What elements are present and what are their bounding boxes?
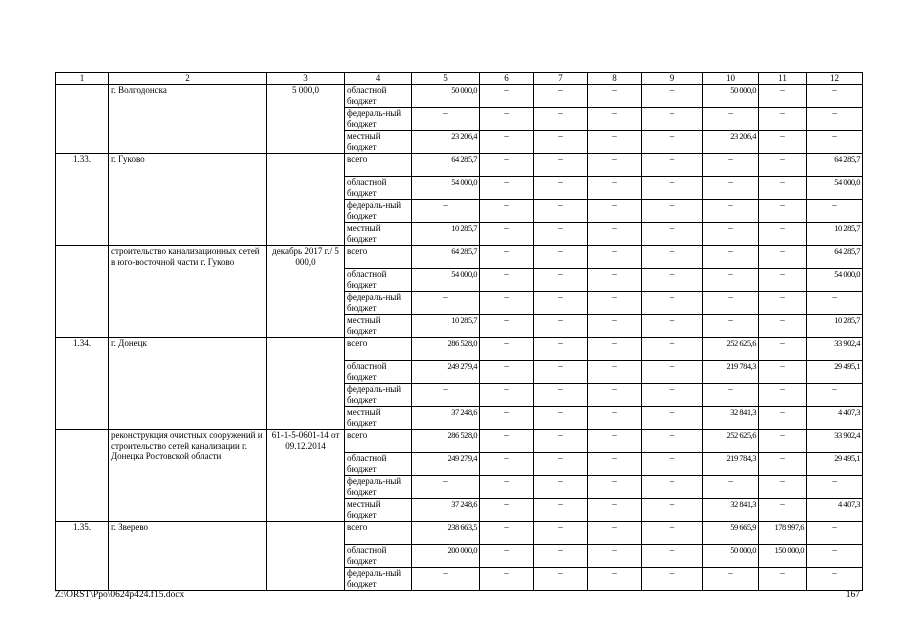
value-cell: – (642, 223, 703, 246)
value-cell: 150 000,0 (759, 545, 807, 568)
value-cell: – (759, 430, 807, 453)
value-cell: – (588, 108, 642, 131)
value-cell: – (759, 407, 807, 430)
value-cell: – (642, 154, 703, 177)
budget-source: местный бюджет (345, 315, 412, 338)
value-cell: – (703, 269, 759, 292)
item-index: 1.34. (56, 338, 109, 430)
value-cell: – (534, 430, 588, 453)
value-cell: – (642, 338, 703, 361)
value-cell: – (534, 338, 588, 361)
value-cell: – (588, 292, 642, 315)
budget-source: всего (345, 154, 412, 177)
value-cell: 10 285,7 (807, 315, 863, 338)
value-cell: – (703, 315, 759, 338)
value-cell: – (588, 499, 642, 522)
value-cell: – (534, 223, 588, 246)
value-cell: – (480, 292, 534, 315)
value-cell: 219 784,3 (703, 361, 759, 384)
value-cell: 10 285,7 (807, 223, 863, 246)
value-cell: – (759, 499, 807, 522)
value-cell: – (807, 292, 863, 315)
value-cell: – (534, 476, 588, 499)
budget-source: всего (345, 522, 412, 545)
value-cell: – (480, 85, 534, 108)
item-code (267, 522, 345, 591)
value-cell: – (534, 177, 588, 200)
value-cell: 10 285,7 (412, 315, 480, 338)
item-index (56, 246, 109, 338)
value-cell: – (807, 85, 863, 108)
value-cell: 219 784,3 (703, 453, 759, 476)
value-cell: – (642, 430, 703, 453)
value-cell: – (759, 177, 807, 200)
budget-source: областной бюджет (345, 177, 412, 200)
header-row (56, 73, 863, 85)
col-header: 5 (412, 73, 480, 85)
value-cell: – (588, 453, 642, 476)
value-cell: 37 248,6 (412, 499, 480, 522)
value-cell: – (588, 545, 642, 568)
value-cell: – (534, 131, 588, 154)
value-cell: 33 902,4 (807, 430, 863, 453)
value-cell: – (703, 154, 759, 177)
value-cell: – (759, 568, 807, 591)
budget-source: федераль-ный бюджет (345, 384, 412, 407)
value-cell: – (807, 108, 863, 131)
value-cell: 37 248,6 (412, 407, 480, 430)
value-cell: – (642, 131, 703, 154)
value-cell: – (759, 223, 807, 246)
value-cell: – (480, 430, 534, 453)
value-cell: – (534, 407, 588, 430)
budget-source: федераль-ный бюджет (345, 292, 412, 315)
value-cell: – (807, 568, 863, 591)
value-cell: – (412, 292, 480, 315)
item-name: г. Гуково (109, 154, 267, 246)
budget-source: всего (345, 430, 412, 453)
value-cell: – (642, 522, 703, 545)
item-code: 5 000,0 (267, 85, 345, 154)
value-cell: 178 997,6 (759, 522, 807, 545)
col-header: 2 (109, 73, 267, 85)
item-code (267, 154, 345, 246)
value-cell: – (480, 499, 534, 522)
value-cell: 32 841,3 (703, 407, 759, 430)
budget-source: федераль-ный бюджет (345, 476, 412, 499)
value-cell: – (642, 407, 703, 430)
value-cell: 4 407,3 (807, 407, 863, 430)
value-cell: – (412, 384, 480, 407)
value-cell: – (480, 108, 534, 131)
value-cell: – (588, 246, 642, 269)
value-cell: 286 528,0 (412, 338, 480, 361)
value-cell: – (642, 269, 703, 292)
value-cell: – (588, 522, 642, 545)
item-code: 61-1-5-0601-14 от 09.12.2014 (267, 430, 345, 522)
value-cell: – (642, 384, 703, 407)
value-cell: – (807, 384, 863, 407)
value-cell: 252 625,6 (703, 338, 759, 361)
value-cell: – (588, 154, 642, 177)
value-cell: – (759, 476, 807, 499)
value-cell: – (480, 200, 534, 223)
value-cell: – (534, 200, 588, 223)
value-cell: 238 663,5 (412, 522, 480, 545)
value-cell: 252 625,6 (703, 430, 759, 453)
budget-source: местный бюджет (345, 223, 412, 246)
value-cell: 54 000,0 (807, 269, 863, 292)
value-cell: 10 285,7 (412, 223, 480, 246)
value-cell: – (759, 154, 807, 177)
value-cell: 50 000,0 (703, 545, 759, 568)
item-name: реконструкция очистных сооружений и строительство сетей канализации г. Донецка Ростовской области (109, 430, 267, 522)
value-cell: – (759, 361, 807, 384)
value-cell: – (480, 177, 534, 200)
table-row (56, 246, 863, 269)
value-cell: – (588, 269, 642, 292)
budget-source: местный бюджет (345, 131, 412, 154)
value-cell: – (642, 85, 703, 108)
value-cell: – (703, 108, 759, 131)
value-cell: – (480, 453, 534, 476)
value-cell: – (534, 568, 588, 591)
value-cell: – (588, 200, 642, 223)
value-cell: 33 902,4 (807, 338, 863, 361)
value-cell: – (642, 568, 703, 591)
value-cell: 29 495,1 (807, 453, 863, 476)
col-header: 4 (345, 73, 412, 85)
value-cell: – (534, 154, 588, 177)
value-cell: 64 285,7 (412, 246, 480, 269)
value-cell: – (759, 200, 807, 223)
value-cell: 54 000,0 (807, 177, 863, 200)
value-cell: – (588, 338, 642, 361)
value-cell: 54 000,0 (412, 177, 480, 200)
value-cell: – (642, 476, 703, 499)
value-cell: 64 285,7 (412, 154, 480, 177)
item-name: строительство канализационных сетей в юго-восточной части г. Гуково (109, 246, 267, 338)
value-cell: – (588, 476, 642, 499)
budget-source: областной бюджет (345, 361, 412, 384)
value-cell: – (588, 131, 642, 154)
value-cell: – (534, 269, 588, 292)
value-cell: – (588, 384, 642, 407)
value-cell: 249 279,4 (412, 361, 480, 384)
value-cell: – (534, 522, 588, 545)
item-index: 1.35. (56, 522, 109, 591)
budget-source: местный бюджет (345, 499, 412, 522)
value-cell: – (534, 499, 588, 522)
value-cell: – (412, 476, 480, 499)
value-cell: – (703, 568, 759, 591)
value-cell: – (588, 430, 642, 453)
item-name: г. Зверево (109, 522, 267, 591)
value-cell: – (642, 453, 703, 476)
value-cell: – (759, 453, 807, 476)
value-cell: – (703, 476, 759, 499)
value-cell: – (480, 384, 534, 407)
col-header: 7 (534, 73, 588, 85)
value-cell: – (642, 292, 703, 315)
value-cell: – (588, 315, 642, 338)
value-cell: 50 000,0 (412, 85, 480, 108)
budget-source: федераль-ный бюджет (345, 108, 412, 131)
value-cell: – (588, 361, 642, 384)
value-cell: – (703, 200, 759, 223)
table-row (56, 85, 863, 108)
value-cell: – (480, 131, 534, 154)
col-header: 11 (759, 73, 807, 85)
item-index: 1.33. (56, 154, 109, 246)
value-cell: – (480, 154, 534, 177)
value-cell: – (703, 223, 759, 246)
table-body (56, 73, 863, 591)
page-number: 167 (845, 590, 860, 600)
item-index (56, 430, 109, 522)
value-cell: – (588, 568, 642, 591)
value-cell: – (588, 85, 642, 108)
value-cell: 23 206,4 (703, 131, 759, 154)
table-row (56, 430, 863, 453)
value-cell: – (534, 361, 588, 384)
value-cell: – (807, 476, 863, 499)
value-cell: – (588, 223, 642, 246)
budget-source: областной бюджет (345, 269, 412, 292)
item-index (56, 85, 109, 154)
value-cell: – (534, 453, 588, 476)
value-cell: – (703, 384, 759, 407)
col-header: 8 (588, 73, 642, 85)
value-cell: – (807, 200, 863, 223)
value-cell: – (534, 315, 588, 338)
value-cell: – (480, 522, 534, 545)
table-row (56, 338, 863, 361)
value-cell: – (703, 246, 759, 269)
value-cell: – (642, 200, 703, 223)
value-cell: – (759, 131, 807, 154)
col-header: 3 (267, 73, 345, 85)
value-cell: 64 285,7 (807, 246, 863, 269)
value-cell: 50 000,0 (703, 85, 759, 108)
value-cell: – (642, 246, 703, 269)
value-cell: 29 495,1 (807, 361, 863, 384)
item-name: г. Волгодонска (109, 85, 267, 154)
value-cell: – (480, 315, 534, 338)
value-cell: – (480, 568, 534, 591)
value-cell: – (534, 384, 588, 407)
budget-source: областной бюджет (345, 545, 412, 568)
col-header: 12 (807, 73, 863, 85)
value-cell: 54 000,0 (412, 269, 480, 292)
value-cell: – (703, 292, 759, 315)
value-cell: – (759, 338, 807, 361)
value-cell: – (534, 108, 588, 131)
col-header: 10 (703, 73, 759, 85)
budget-source: федераль-ный бюджет (345, 568, 412, 591)
value-cell: – (807, 131, 863, 154)
value-cell: – (588, 407, 642, 430)
value-cell: – (412, 568, 480, 591)
value-cell: – (480, 338, 534, 361)
value-cell: 32 841,3 (703, 499, 759, 522)
value-cell: – (534, 545, 588, 568)
value-cell: 200 000,0 (412, 545, 480, 568)
value-cell: – (480, 361, 534, 384)
col-header: 1 (56, 73, 109, 85)
value-cell: – (807, 545, 863, 568)
item-code (267, 338, 345, 430)
value-cell: – (642, 108, 703, 131)
value-cell: – (759, 269, 807, 292)
value-cell: 249 279,4 (412, 453, 480, 476)
budget-source: областной бюджет (345, 85, 412, 108)
value-cell: – (759, 108, 807, 131)
value-cell: – (703, 177, 759, 200)
value-cell: – (588, 177, 642, 200)
budget-source: местный бюджет (345, 407, 412, 430)
value-cell: – (759, 85, 807, 108)
value-cell: – (480, 407, 534, 430)
value-cell: – (534, 85, 588, 108)
value-cell: – (642, 545, 703, 568)
value-cell: – (642, 315, 703, 338)
budget-source: областной бюджет (345, 453, 412, 476)
table-row (56, 522, 863, 545)
table-row (56, 154, 863, 177)
budget-source: всего (345, 246, 412, 269)
value-cell: 4 407,3 (807, 499, 863, 522)
value-cell: – (807, 522, 863, 545)
value-cell: 59 665,9 (703, 522, 759, 545)
value-cell: – (534, 246, 588, 269)
budget-table (55, 72, 863, 591)
value-cell: – (412, 200, 480, 223)
item-name: г. Донецк (109, 338, 267, 430)
value-cell: – (480, 476, 534, 499)
col-header: 6 (480, 73, 534, 85)
item-code: декабрь 2017 г./ 5 000,0 (267, 246, 345, 338)
value-cell: – (642, 499, 703, 522)
value-cell: 286 528,0 (412, 430, 480, 453)
value-cell: – (480, 223, 534, 246)
value-cell: – (412, 108, 480, 131)
value-cell: – (480, 269, 534, 292)
col-header: 9 (642, 73, 703, 85)
value-cell: 23 206,4 (412, 131, 480, 154)
value-cell: – (759, 292, 807, 315)
value-cell: – (759, 246, 807, 269)
value-cell: – (642, 361, 703, 384)
value-cell: – (759, 315, 807, 338)
value-cell: – (480, 545, 534, 568)
document-path: Z:\ORST\Ppo\0624p424.f15.docx (55, 590, 185, 600)
value-cell: 64 285,7 (807, 154, 863, 177)
value-cell: – (534, 292, 588, 315)
budget-source: всего (345, 338, 412, 361)
budget-source: федераль-ный бюджет (345, 200, 412, 223)
value-cell: – (480, 246, 534, 269)
value-cell: – (759, 384, 807, 407)
value-cell: – (642, 177, 703, 200)
